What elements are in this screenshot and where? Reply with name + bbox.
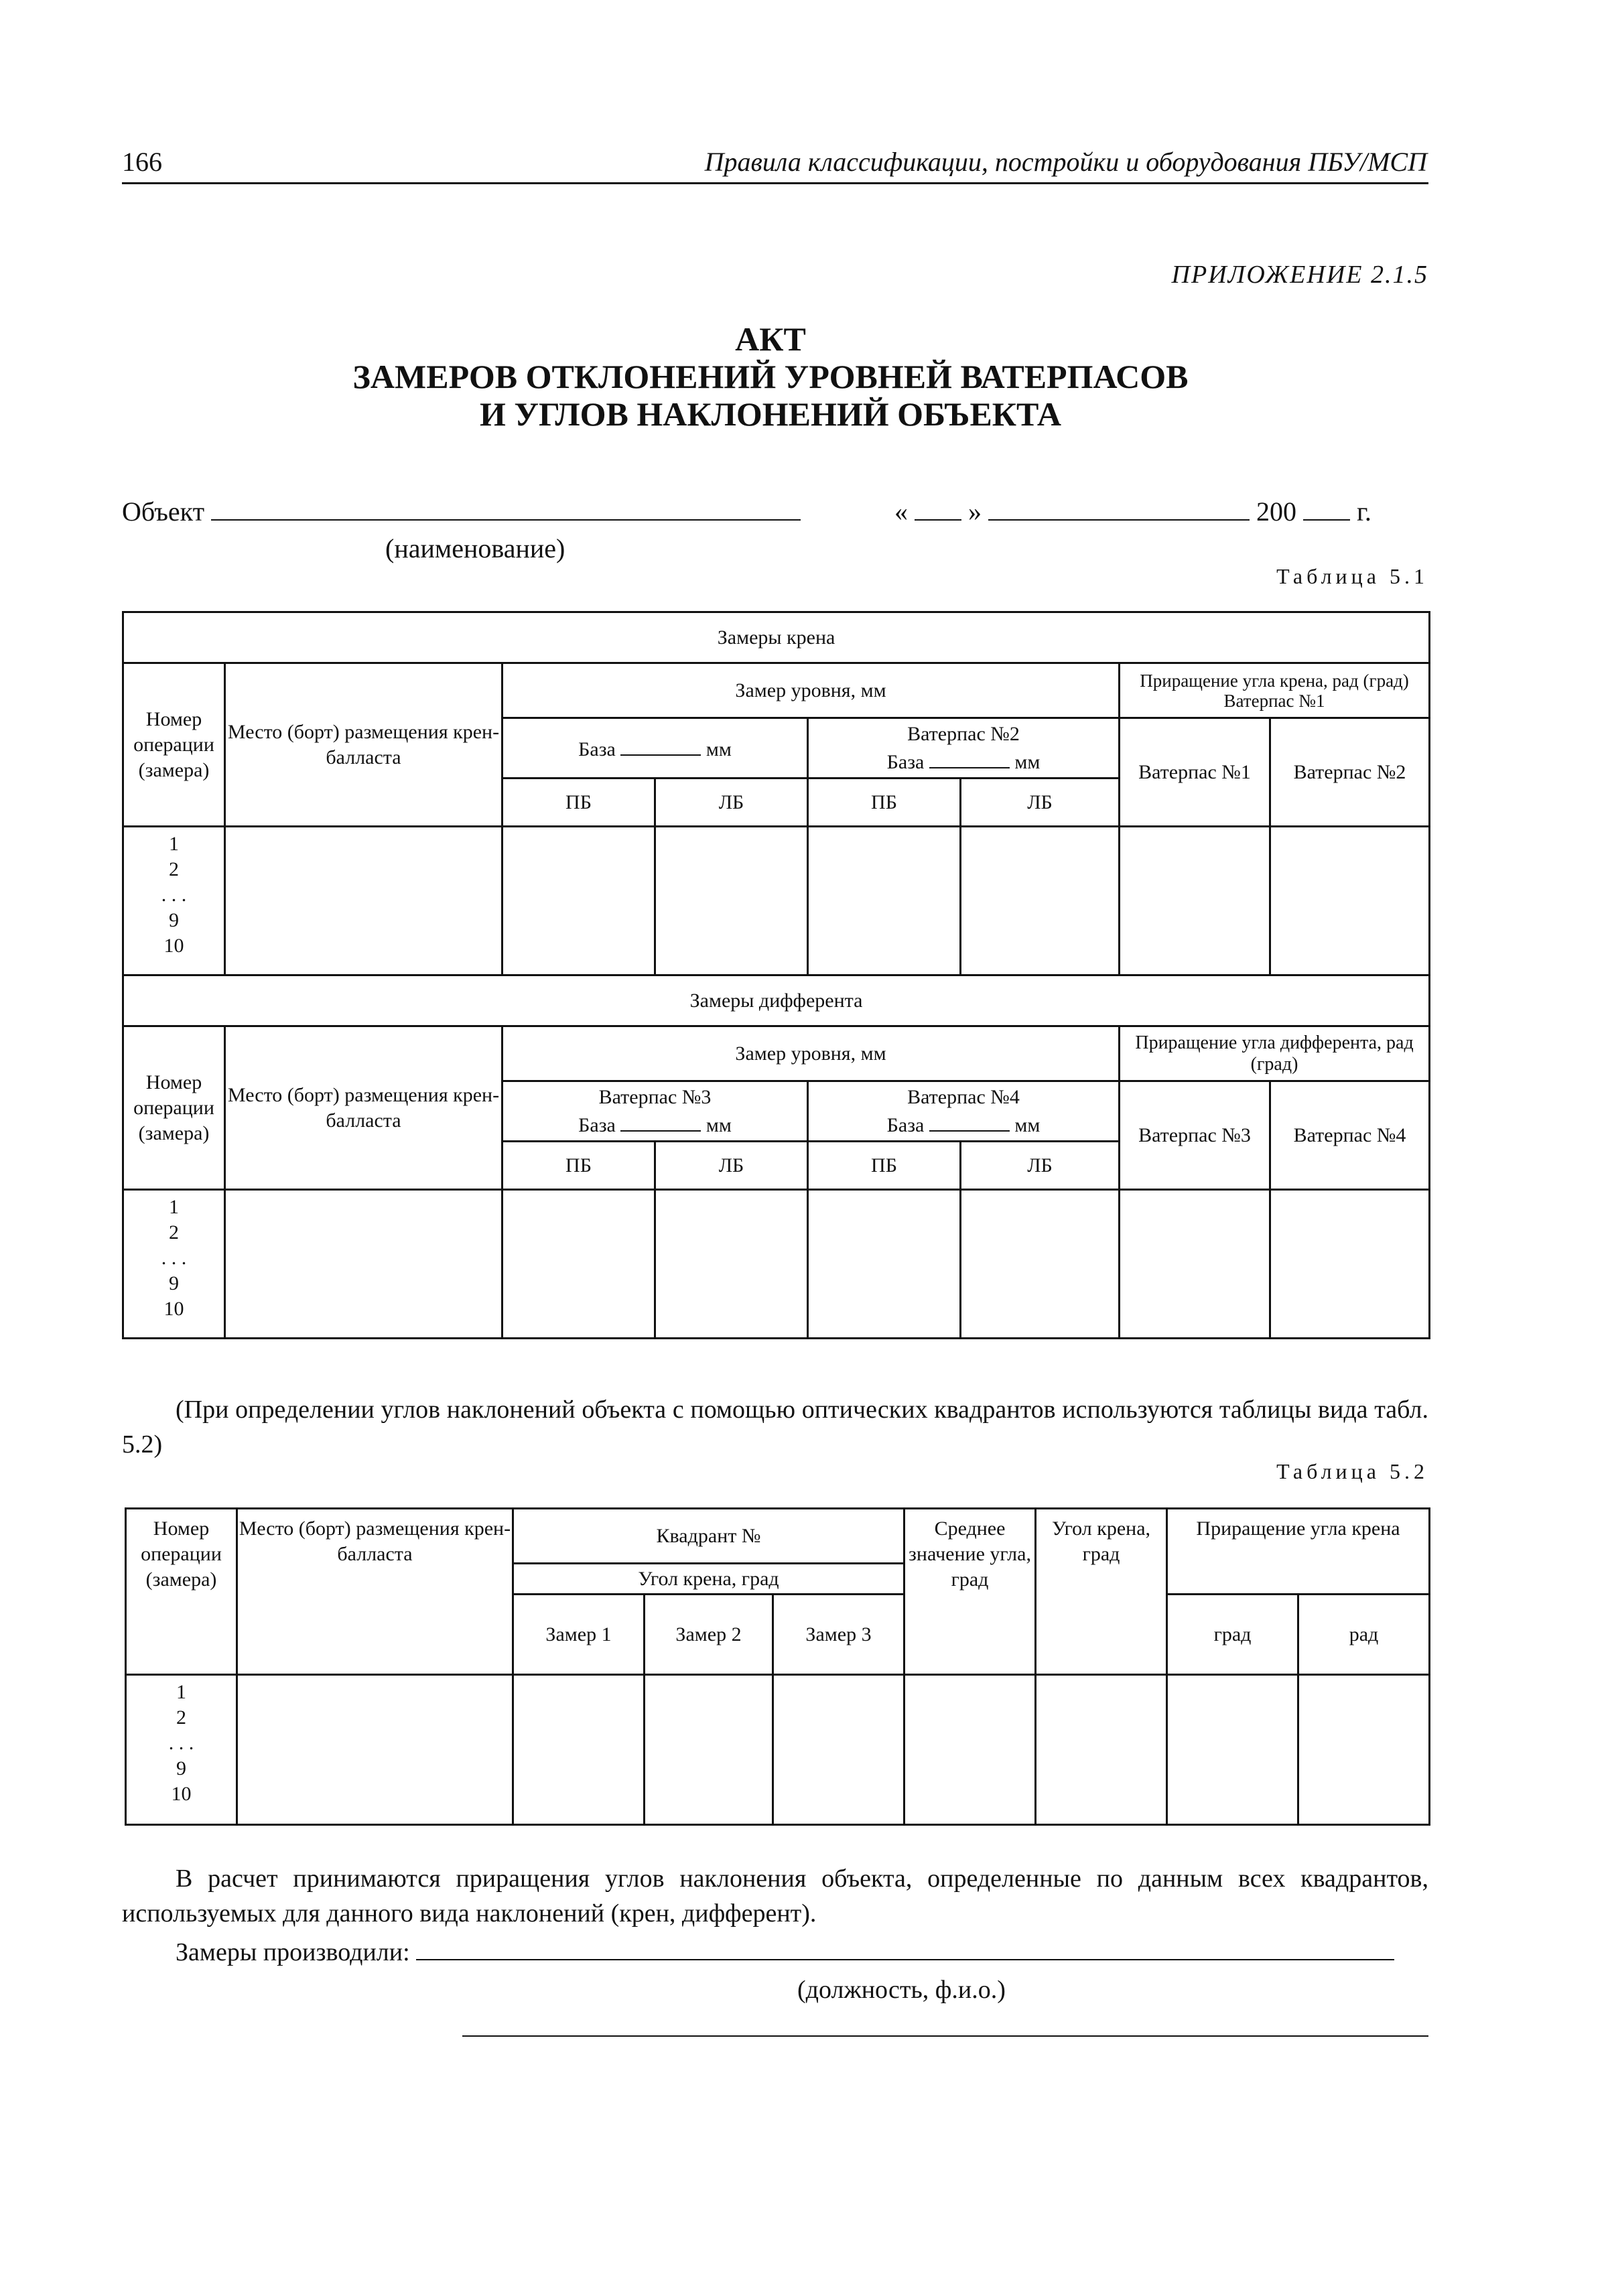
data-cell[interactable] [808, 827, 961, 975]
data-cell[interactable] [808, 1190, 961, 1339]
level2-col-header: Ватерпас №2 [1270, 718, 1430, 827]
row-number: 2 [176, 1706, 186, 1729]
op-number-header: Номер операции (замера) [123, 663, 225, 827]
name-hint: (наименование) [385, 533, 565, 563]
data-cell[interactable] [1036, 1675, 1167, 1825]
level-measure-header: Замер уровня, мм [503, 1026, 1120, 1081]
title-line-2: ЗАМЕРОВ ОТКЛОНЕНИЙ УРОВНЕЙ ВАТЕРПАСОВ [352, 358, 1189, 395]
op-number-header: Номер операции (замера) [126, 1509, 237, 1675]
closing-text: В расчет принимаются приращения углов наклонения объекта, определенные по данным всех квадрантов, используемых для данного вида наклонений (крен, дифферент). [122, 1865, 1428, 1928]
base-blank[interactable] [929, 1110, 1010, 1132]
data-cell[interactable] [225, 827, 503, 975]
level4-cell [808, 1081, 1120, 1142]
row-number: 9 [169, 909, 179, 931]
row-number: . . . [161, 1247, 187, 1269]
running-title: Правила классификации, постройки и оборудования ПБУ/МСП [704, 147, 1427, 177]
base-unit: мм [1014, 750, 1041, 773]
base-label: База [578, 1113, 616, 1136]
data-cell[interactable] [1298, 1675, 1430, 1825]
title-line-1: АКТ [735, 320, 806, 358]
measured-by-label: Замеры производили: [176, 1938, 410, 1966]
lb-header: ЛБ [655, 1142, 808, 1190]
object-name-line[interactable] [211, 499, 801, 521]
base-label: База [578, 738, 616, 760]
row-number: 2 [169, 858, 179, 880]
measured-by-field [176, 1935, 1394, 1970]
pb-header: ПБ [808, 779, 961, 827]
data-cell[interactable] [645, 1675, 773, 1825]
table2-caption: Таблица 5.2 [1276, 1459, 1428, 1483]
place-header: Место (борт) размещения крен-балласта [237, 1509, 513, 1675]
row-number: 1 [176, 1681, 186, 1703]
object-label: Объект [122, 496, 205, 527]
op-number-header: Номер операции (замера) [123, 1026, 225, 1190]
level3-cell [503, 1081, 808, 1142]
roll-increment-header: Приращение угла крена, рад (град) Ватерпас №1 [1120, 663, 1430, 718]
base-blank[interactable] [620, 1110, 701, 1132]
lb-header: ЛБ [655, 779, 808, 827]
table-5-2 [125, 1507, 1430, 1826]
base-blank[interactable] [929, 747, 1010, 768]
header-rule [122, 182, 1428, 184]
base-label: База [886, 1113, 925, 1136]
row-number: 9 [169, 1272, 179, 1294]
appendix-label: ПРИЛОЖЕНИЕ 2.1.5 [1171, 261, 1428, 289]
table1-caption: Таблица 5.1 [1276, 564, 1428, 588]
data-cell[interactable] [503, 827, 655, 975]
row-number: 1 [169, 1196, 179, 1218]
data-cell[interactable] [773, 1675, 904, 1825]
date-field [894, 496, 1371, 527]
roll-angle-deg-header: Угол крена, град [513, 1564, 904, 1595]
note-5-2 [122, 1392, 1428, 1462]
row-numbers [123, 1190, 225, 1339]
base-unit: мм [706, 1113, 732, 1136]
row-number: 10 [163, 935, 184, 957]
data-cell[interactable] [961, 827, 1120, 975]
row-number: 2 [169, 1221, 179, 1243]
lb-header: ЛБ [961, 1142, 1120, 1190]
level4-label: Ватерпас №4 [907, 1085, 1020, 1108]
lb-header: ЛБ [961, 779, 1120, 827]
day-line[interactable] [915, 499, 961, 521]
data-cell[interactable] [655, 827, 808, 975]
level2-label: Ватерпас №2 [907, 722, 1020, 745]
object-field [122, 496, 801, 527]
rad-header: рад [1298, 1595, 1430, 1675]
m2-header: Замер 2 [645, 1595, 773, 1675]
data-cell[interactable] [503, 1190, 655, 1339]
base-cell [503, 718, 808, 779]
data-cell[interactable] [225, 1190, 503, 1339]
place-header: Место (борт) размещения крен-балласта [225, 1026, 503, 1190]
data-cell[interactable] [1167, 1675, 1298, 1825]
page-number: 166 [122, 147, 162, 177]
quote-open: « [894, 496, 908, 527]
document-title [0, 320, 1541, 433]
data-cell[interactable] [1120, 1190, 1270, 1339]
row-number: 10 [171, 1783, 192, 1805]
table-5-1 [122, 611, 1430, 1339]
position-hint: (должность, ф.и.о.) [797, 1976, 1006, 2004]
row-number: 1 [169, 833, 179, 855]
deg-header: град [1167, 1595, 1298, 1675]
row-numbers [126, 1675, 237, 1825]
data-cell[interactable] [961, 1190, 1120, 1339]
pb-header: ПБ [808, 1142, 961, 1190]
roll-angle-header: Угол крена, град [1036, 1509, 1167, 1675]
section-roll: Замеры крена [123, 612, 1430, 663]
title-line-3: И УГЛОВ НАКЛОНЕНИЙ ОБЪЕКТА [479, 395, 1062, 433]
data-cell[interactable] [237, 1675, 513, 1825]
row-numbers [123, 827, 225, 975]
closing-paragraph [122, 1861, 1428, 1931]
level2-cell [808, 718, 1120, 779]
base-label: База [886, 750, 925, 773]
data-cell[interactable] [1270, 827, 1430, 975]
m3-header: Замер 3 [773, 1595, 904, 1675]
level1-col-header: Ватерпас №1 [1120, 718, 1270, 827]
section-trim: Замеры дифферента [123, 975, 1430, 1026]
quadrant-header: Квадрант № [513, 1509, 904, 1564]
place-header: Место (борт) размещения крен-балласта [225, 663, 503, 827]
level-measure-header: Замер уровня, мм [503, 663, 1120, 718]
second-signature-line[interactable] [462, 2035, 1428, 2037]
data-cell[interactable] [1120, 827, 1270, 975]
row-number: 9 [176, 1757, 186, 1779]
note-text: (При определении углов наклонений объекта с помощью оптических квадрантов используются таблицы вида табл. 5.2) [122, 1396, 1428, 1459]
quote-close: » [968, 496, 982, 527]
level4-col-header: Ватерпас №4 [1270, 1081, 1430, 1190]
mean-header: Среднее значение угла, град [904, 1509, 1036, 1675]
row-number: . . . [168, 1732, 194, 1754]
row-number: 10 [163, 1298, 184, 1320]
data-cell[interactable] [1270, 1190, 1430, 1339]
level3-col-header: Ватерпас №3 [1120, 1081, 1270, 1190]
increment-header: Приращение угла крена [1167, 1509, 1430, 1595]
data-cell[interactable] [513, 1675, 645, 1825]
trim-increment-header: Приращение угла дифферента, рад (град) [1120, 1026, 1430, 1081]
year-line[interactable] [1303, 499, 1350, 521]
base-unit: мм [1014, 1113, 1041, 1136]
m1-header: Замер 1 [513, 1595, 645, 1675]
data-cell[interactable] [655, 1190, 808, 1339]
base-blank[interactable] [620, 734, 701, 756]
year-suffix: г. [1357, 496, 1371, 527]
year-prefix: 200 [1256, 496, 1296, 527]
row-number: . . . [161, 884, 187, 906]
data-cell[interactable] [904, 1675, 1036, 1825]
month-line[interactable] [988, 499, 1250, 521]
level3-label: Ватерпас №3 [598, 1085, 712, 1108]
measured-by-line[interactable] [416, 1936, 1394, 1960]
base-unit: мм [706, 738, 732, 760]
pb-header: ПБ [503, 779, 655, 827]
pb-header: ПБ [503, 1142, 655, 1190]
